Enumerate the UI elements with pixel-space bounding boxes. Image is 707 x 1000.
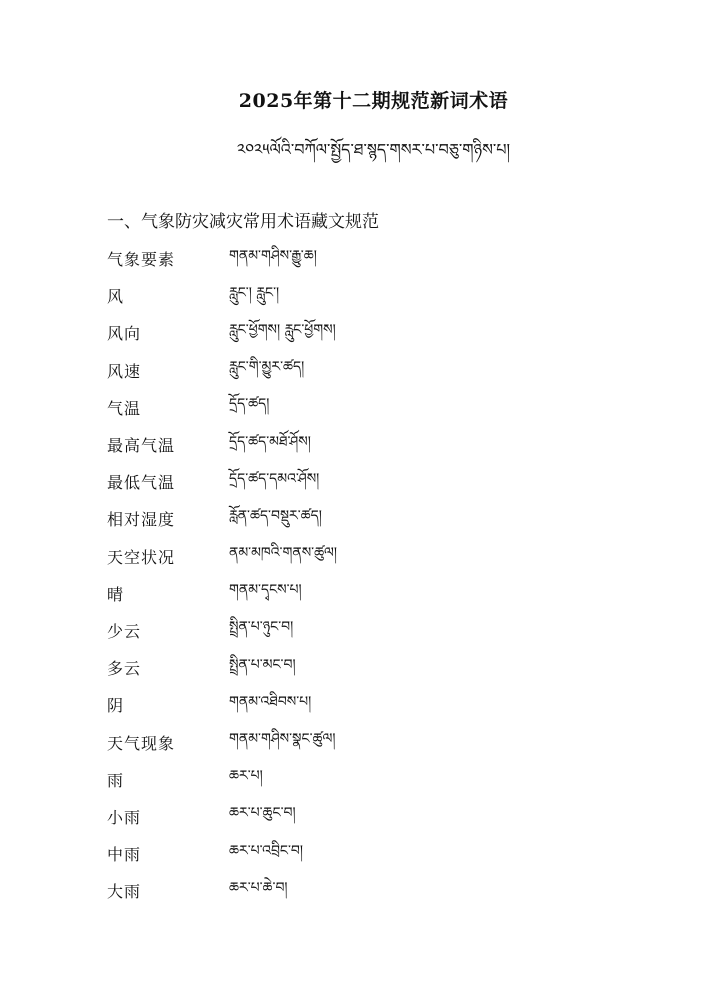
term-chinese: 天空状况: [107, 547, 176, 567]
term-row: [107, 314, 627, 351]
term-tibetan: དྲོད་ཚད།: [229, 396, 270, 413]
term-row: [107, 612, 627, 649]
term-row: [107, 538, 627, 575]
term-tibetan: གནམ་དྭངས་པ།: [229, 582, 302, 599]
term-chinese: 晴: [107, 584, 125, 604]
term-chinese: 气温: [107, 398, 142, 418]
term-tibetan: ཆར་པ་ཆེ་བ།: [229, 879, 288, 896]
term-chinese: 多云: [107, 659, 142, 679]
term-tibetan: རླུང་། རླུང་།: [229, 284, 280, 301]
term-row: [107, 761, 627, 798]
page-subtitle-tibetan: ༢༠༢༥ལོའི་བཀོལ་སྤྱོད་ཐ་སྙད་གསར་པ་བཅུ་གཉིས་པ།: [236, 140, 511, 159]
term-chinese: 相对湿度: [107, 510, 176, 530]
term-row: [107, 240, 627, 277]
term-row: [107, 686, 627, 723]
term-tibetan: ཆར་པ།: [229, 768, 263, 785]
term-tibetan: གནམ་གཤིས་སྣང་ཚུལ།: [229, 731, 336, 748]
term-chinese: 小雨: [107, 807, 142, 827]
term-tibetan: སྤྲིན་པ་ཉུང་བ།: [229, 619, 294, 636]
term-tibetan: དྲོད་ཚད་མཐོ་ཤོས།: [229, 433, 311, 450]
term-chinese: 风: [107, 287, 125, 307]
term-row: [107, 277, 627, 314]
term-chinese: 最高气温: [107, 436, 176, 456]
term-tibetan: རླུང་གི་མྱུར་ཚད།: [229, 359, 305, 376]
term-row: [107, 500, 627, 537]
term-row: [107, 352, 627, 389]
term-tibetan: གནམ་གཤིས་རྒྱུ་ཆ།: [229, 247, 317, 264]
term-tibetan: སྤྲིན་པ་མང་བ།: [229, 656, 296, 673]
term-row: [107, 835, 627, 872]
term-tibetan: ཆར་པ་ཆུང་བ།: [229, 805, 296, 822]
term-tibetan: ཆར་པ་འབྲིང་བ།: [229, 842, 304, 859]
term-chinese: 大雨: [107, 882, 142, 902]
term-chinese: 中雨: [107, 845, 142, 865]
term-tibetan: རློན་ཚད་བསྡུར་ཚད།: [229, 507, 322, 524]
term-chinese: 最低气温: [107, 473, 176, 493]
term-list: [107, 240, 627, 909]
term-row: [107, 872, 627, 909]
term-tibetan: དྲོད་ཚད་དམའ་ཤོས།: [229, 470, 320, 487]
term-row: [107, 426, 627, 463]
term-row: [107, 723, 627, 760]
page-title: 2025年第十二期规范新词术语: [238, 90, 509, 112]
term-tibetan: རླུང་ཕྱོགས། རླུང་ཕྱོགས།: [229, 321, 336, 338]
term-chinese: 风速: [107, 361, 142, 381]
term-chinese: 雨: [107, 770, 125, 790]
term-row: [107, 463, 627, 500]
term-tibetan: གནམ་འཐིབས་པ།: [229, 693, 312, 710]
term-chinese: 天气现象: [107, 733, 176, 753]
term-row: [107, 798, 627, 835]
term-row: [107, 389, 627, 426]
term-chinese: 风向: [107, 324, 142, 344]
term-row: [107, 575, 627, 612]
term-chinese: 气象要素: [107, 250, 176, 270]
term-chinese: 阴: [107, 696, 125, 716]
term-tibetan: ནམ་མཁའི་གནས་ཚུལ།: [229, 545, 338, 562]
term-chinese: 少云: [107, 621, 142, 641]
section-heading: 一、气象防灾减灾常用术语藏文规范: [107, 212, 379, 232]
term-row: [107, 649, 627, 686]
